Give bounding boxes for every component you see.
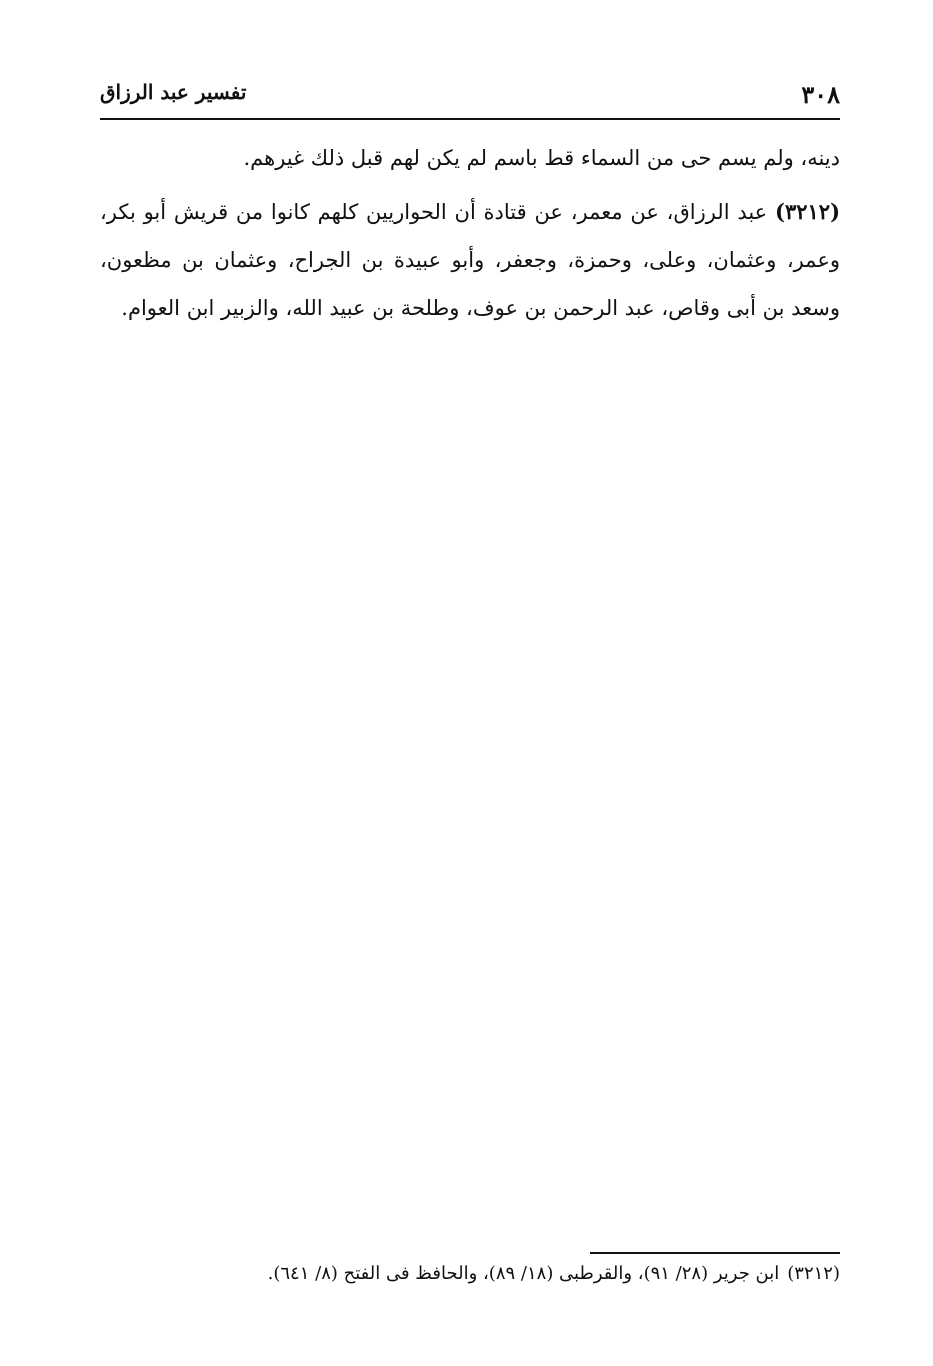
hadith-text: عبد الرزاق، عن معمر، عن قتادة أن الحواريين كلهم كانوا من قريش أبو بكر، وعمر، وعثمان، وعلى، وحمزة، وجعفر، وأبو عبيدة بن الجراح، وعثمان بن مظعون، وسعد بن أبى وقاص، عبد الرحمن بن عوف، وطلحة بن عبيد الله، والزبير ابن العوام. xyxy=(100,200,840,320)
running-title: تفسير عبد الرزاق xyxy=(100,80,247,104)
continuation-paragraph: دينه، ولم يسم حى من السماء قط باسم لم يكن لهم قبل ذلك غيرهم. xyxy=(243,146,840,170)
header-rule xyxy=(100,118,840,120)
page-number: ٣٠٨ xyxy=(801,80,840,109)
hadith-paragraph xyxy=(100,188,840,332)
footnote-text: ابن جرير (٢٨/ ٩١)، والقرطبى (١٨/ ٨٩)، والحافظ فى الفتح (٨/ ٦٤١). xyxy=(267,1263,780,1284)
footnote-rule xyxy=(590,1252,840,1254)
footnote xyxy=(100,1258,840,1290)
footnote-number: (٣٢١٢) xyxy=(787,1263,840,1284)
hadith-number: (٣٢١٢) xyxy=(775,199,840,224)
page-header xyxy=(100,74,840,114)
main-text xyxy=(100,134,840,332)
